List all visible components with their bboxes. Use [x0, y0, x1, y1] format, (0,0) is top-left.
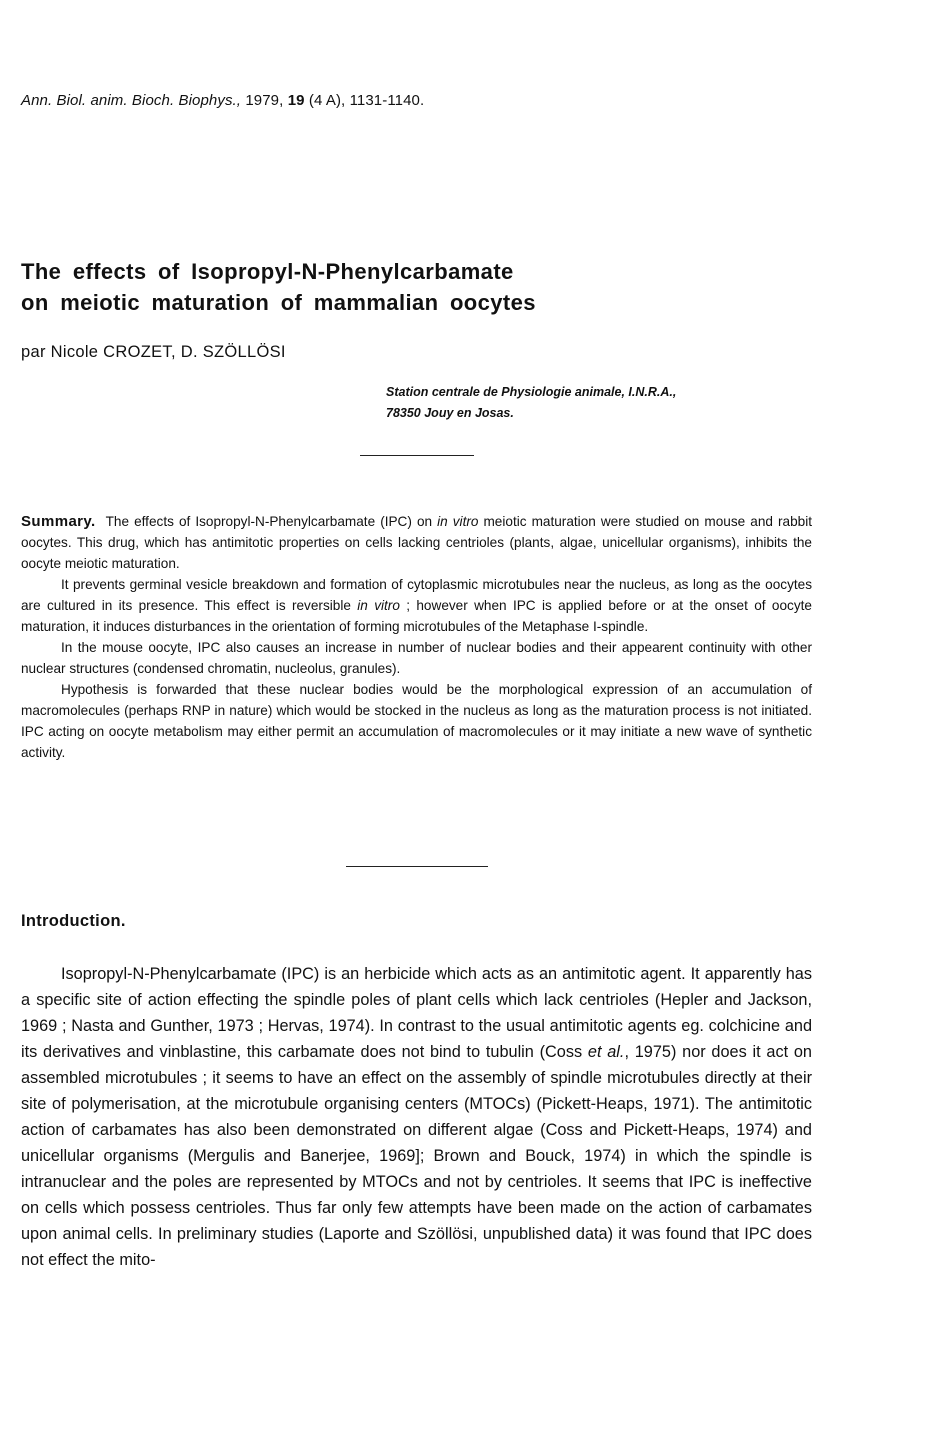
- affiliation: [386, 382, 826, 424]
- summary-label: Summary.: [21, 513, 96, 530]
- authors: par Nicole CROZET, D. SZÖLLÖSI: [21, 343, 286, 361]
- divider-rule: [346, 866, 488, 867]
- summary-paragraph: [21, 511, 812, 574]
- journal-issue-pages: (4 A), 1131-1140.: [308, 92, 425, 109]
- affiliation-line-2: 78350 Jouy en Josas.: [386, 406, 514, 420]
- summary-text: ; however when IPC is applied before or at the onset of oocyte maturation, it induces disturbances in the orientation of forming microtubules of the Metaphase I-spindle.: [21, 598, 812, 634]
- journal-citation: [21, 92, 424, 109]
- title-line-2: on meiotic maturation of mammalian oocytes: [21, 290, 536, 315]
- introduction-italic: et al.: [587, 1043, 625, 1061]
- journal-year: 1979,: [245, 92, 284, 109]
- article-title: [21, 256, 841, 318]
- summary: [21, 511, 812, 763]
- section-heading: Introduction.: [21, 912, 126, 930]
- introduction-paragraph: [21, 961, 812, 1273]
- divider-rule: [360, 455, 474, 456]
- introduction-text: Isopropyl-N-Phenylcarbamate (IPC) is an herbicide which acts as an antimitotic agent. It apparently has a specific site of action effecting the spindle poles of plant cells which lack centrioles (Hepler and Jackson, 1969 ; Nasta and Gunther, 1973 ; Hervas, 1974). In contrast to the usual antimitotic agents eg. colchicine and its derivatives and vinblastine, this carbamate does not bind to tubulin (Coss: [21, 965, 812, 1061]
- introduction-text: , 1975) nor does it act on assembled microtubules ; it seems to have an effect on the assembly of spindle microtubules directly at their site of polymerisation, at the microtubule organising centers (MTOCs) (Pickett-Heaps, 1971). The antimitotic action of carbamates has also been demonstrated on different algae (Coss and Pickett-Heaps, 1974) and unicellular organisms (Mergulis and Banerjee, 1969]; Brown and Bouck, 1974) in which the spindle is intranuclear and the poles are represented by MTOCs and not by centrioles. It seems that IPC is ineffective on cells which possess centrioles. Thus far only few attempts have been made on the action of carbamates upon animal cells. In preliminary studies (Laporte and Szöllösi, unpublished data) it was found that IPC does not effect the mito-: [21, 1043, 812, 1269]
- summary-text: It prevents germinal vesicle breakdown and formation of cytoplasmic microtubules near the nucleus, as long as the oocytes are cultured in its presence. This effect is reversible: [21, 577, 812, 613]
- title-line-1: The effects of Isopropyl-N-Phenylcarbamate: [21, 259, 514, 284]
- summary-text: meiotic maturation were studied on mouse and rabbit oocytes. This drug, which has antimitotic properties on cells lacking centrioles (plants, algae, unicellular organisms), inhibits the oocyte meiotic maturation.: [21, 514, 812, 571]
- summary-paragraph: In the mouse oocyte, IPC also causes an increase in number of nuclear bodies and their appearent continuity with other nuclear structures (condensed chromatin, nucleolus, granules).: [21, 640, 812, 676]
- journal-name: Ann. Biol. anim. Bioch. Biophys.,: [21, 92, 242, 109]
- affiliation-line-1: Station centrale de Physiologie animale, I.N.R.A.,: [386, 385, 677, 399]
- journal-volume: 19: [287, 92, 305, 109]
- summary-italic: in vitro: [437, 514, 479, 529]
- summary-paragraph: [21, 574, 812, 637]
- summary-italic: in vitro: [357, 598, 400, 613]
- summary-text: The effects of Isopropyl-N-Phenylcarbamate (IPC) on: [105, 514, 438, 529]
- summary-paragraph: Hypothesis is forwarded that these nuclear bodies would be the morphological expression of an accumulation of macromolecules (perhaps RNP in nature) which would be stocked in the nucleus as long as the maturation process is not initiated. IPC acting on oocyte metabolism may either permit an accumulation of macromolecules or it may initiate a new wave of synthetic activity.: [21, 682, 812, 760]
